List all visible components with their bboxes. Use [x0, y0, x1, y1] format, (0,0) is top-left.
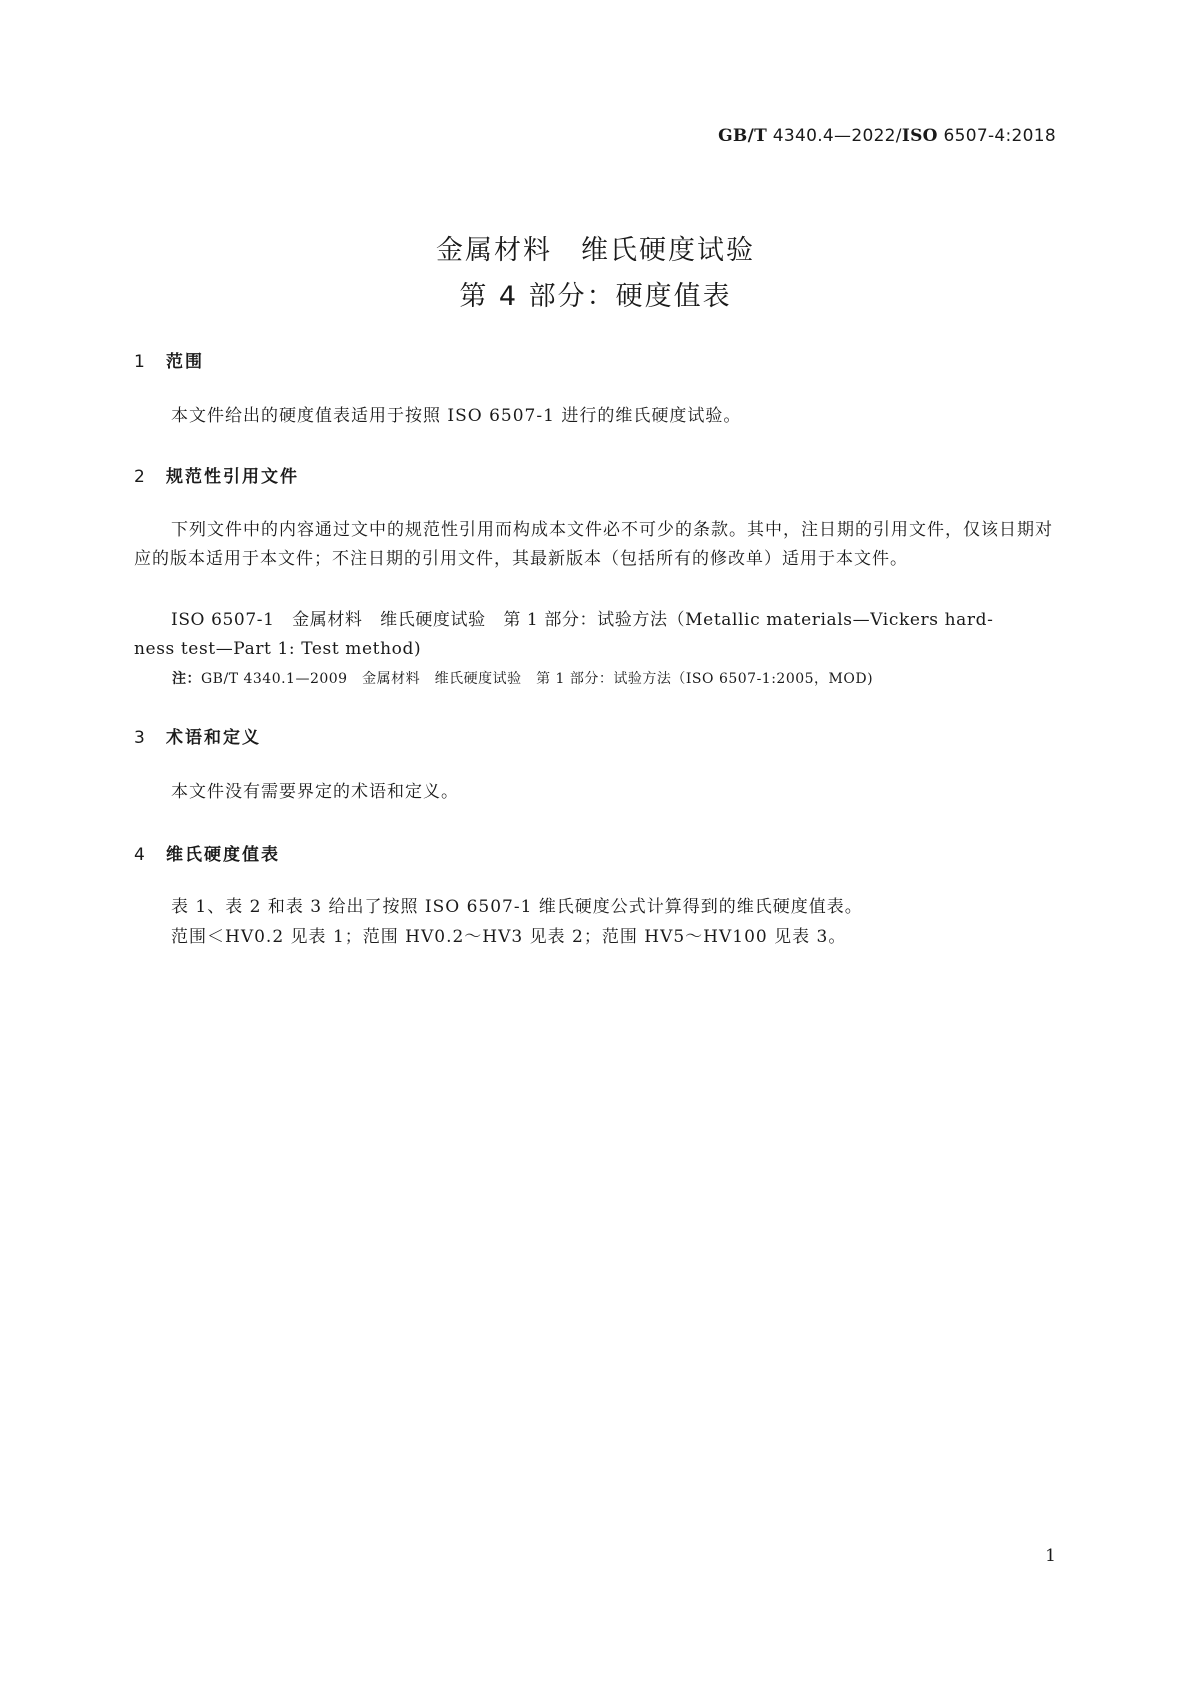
section-4-text-2: 范围＜HV0.2 见表 1；范围 HV0.2～HV3 见表 2；范围 HV5～HV100 见表 3。 — [171, 927, 847, 947]
reference-line-2: ness test—Part 1: Test method) — [134, 639, 422, 659]
note-text: GB/T 4340.1—2009 金属材料 维氏硬度试验 第 1 部分：试验方法（ISO 6507-1:2005，MOD) — [201, 671, 874, 687]
section-number: 2 — [134, 467, 147, 487]
section-number: 1 — [134, 352, 147, 372]
page-number: 1 — [1045, 1546, 1056, 1566]
document-title: 金属材料 维氏硬度试验 — [436, 235, 755, 266]
section-number: 3 — [134, 728, 147, 748]
code-iso: ISO — [901, 126, 938, 146]
standard-code — [718, 126, 1056, 146]
section-title: 维氏硬度值表 — [166, 845, 280, 865]
reference-note — [172, 668, 873, 688]
section-4-heading — [134, 840, 280, 865]
section-title: 范围 — [166, 352, 204, 372]
code-iso-number: 6507-4:2018 — [937, 126, 1056, 146]
section-title: 规范性引用文件 — [166, 467, 299, 487]
section-2-heading — [134, 462, 299, 487]
section-4-text-1: 表 1、表 2 和表 3 给出了按照 ISO 6507-1 维氏硬度公式计算得到的维氏硬度值表。 — [171, 897, 863, 917]
section-3-heading — [134, 723, 261, 748]
note-label: 注： — [172, 671, 201, 687]
section-1-heading — [134, 347, 204, 372]
section-1-text: 本文件给出的硬度值表适用于按照 ISO 6507-1 进行的维氏硬度试验。 — [171, 406, 742, 426]
reference-line-1: ISO 6507-1 金属材料 维氏硬度试验 第 1 部分：试验方法（Metallic materials—Vickers hard- — [171, 610, 994, 630]
code-number: 4340.4—2022/ — [767, 126, 902, 146]
section-number: 4 — [134, 845, 147, 865]
section-2-text: 下列文件中的内容通过文中的规范性引用而构成本文件必不可少的条款。其中，注日期的引用文件，仅该日期对应的版本适用于本文件；不注日期的引用文件，其最新版本（包括所有的修改单）适用于本文件。 — [134, 520, 1053, 569]
document-subtitle: 第 4 部分：硬度值表 — [459, 281, 732, 312]
section-3-text: 本文件没有需要界定的术语和定义。 — [171, 782, 459, 802]
section-title: 术语和定义 — [166, 728, 261, 748]
code-prefix: GB/T — [718, 126, 768, 146]
